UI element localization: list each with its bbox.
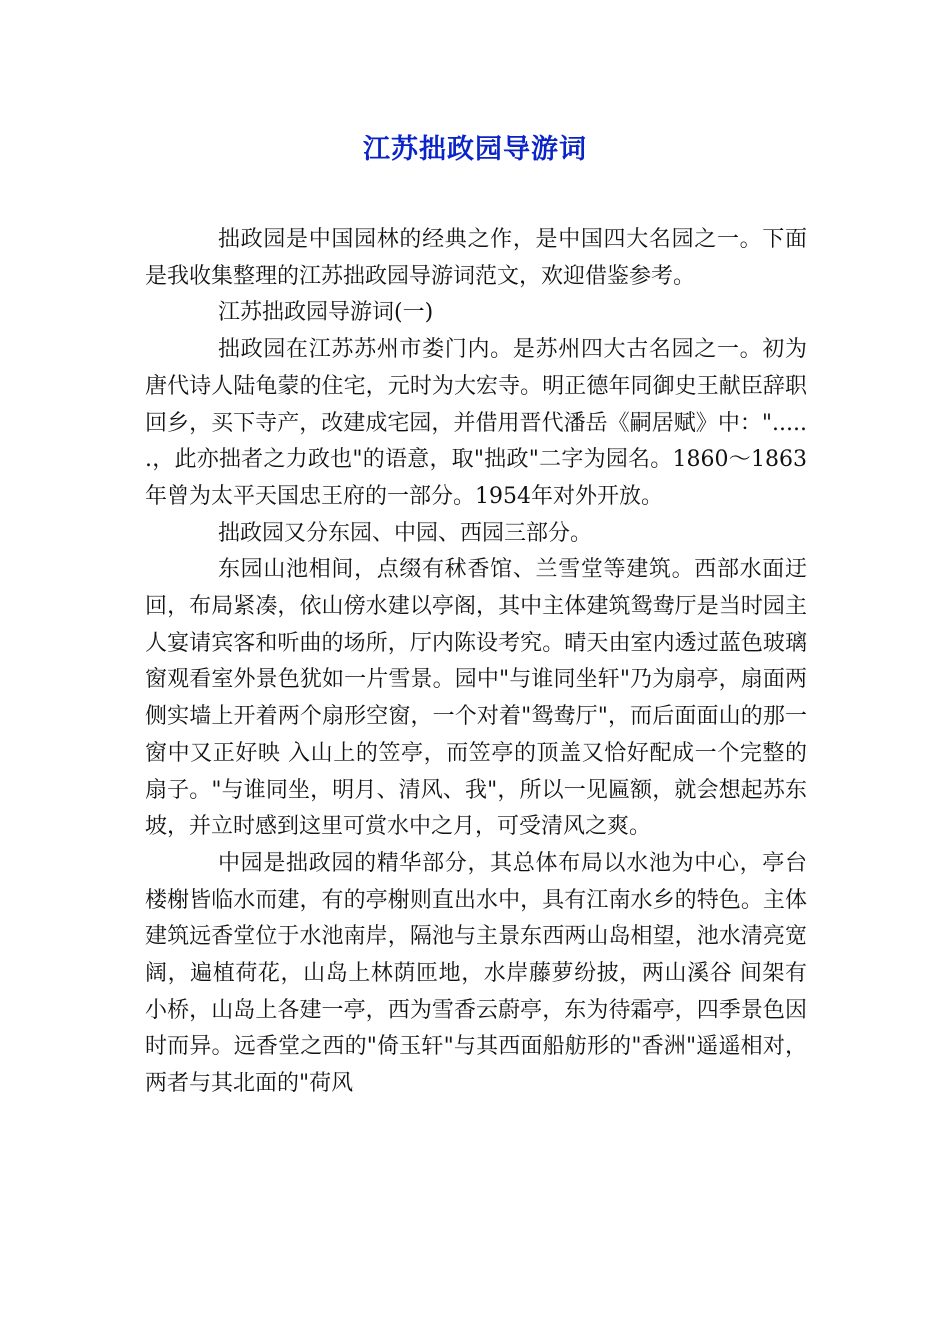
document-body: [145, 222, 807, 1103]
paragraph-history: 拙政园在江苏苏州市娄门内。是苏州四大古名园之一。初为唐代诗人陆龟蒙的住宅，元时为大宏寺。明正德年同御史王献臣辞职回乡，买下寺产，改建成宅园，并借用晋代潘岳《嗣居赋》中："......，此亦拙者之力政也"的语意，取"拙政"二字为园名。1860～1863年曾为太平天国忠王府的一部分。1954年对外开放。: [145, 337, 807, 509]
paragraph-parts: 拙政园又分东园、中园、西园三部分。: [218, 520, 593, 546]
paragraph-east-garden: 东园山池相间，点缀有秫香馆、兰雪堂等建筑。西部水面迂回，布局紧凑，依山傍水建以亭阁，其中主体建筑鸳鸯厅是当时园主人宴请宾客和听曲的场所，厅内陈设考究。晴天由室内透过蓝色玻璃窗观看室外景色犹如一片雪景。园中"与谁同坐轩"乃为扇亭，扇面两侧实墙上开着两个扇形空窗，一个对着"鸳鸯厅"，而后面面山的那一窗中又正好映 入山上的笠亭，而笠亭的顶盖又恰好配成一个完整的扇子。"与谁同坐，明月、清风、我"，所以一见匾额，就会想起苏东坡，并立时感到这里可赏水中之月，可受清风之爽。: [145, 557, 807, 840]
paragraph-section-heading: 江苏拙政园导游词(一): [218, 300, 434, 326]
paragraph-intro: 拙政园是中国园林的经典之作，是中国四大名园之一。下面是我收集整理的江苏拙政园导游词范文，欢迎借鉴参考。: [145, 227, 807, 289]
document-title: 江苏拙政园导游词: [363, 134, 587, 165]
paragraph-middle-garden: 中园是拙政园的精华部分，其总体布局以水池为中心，亭台楼榭皆临水而建，有的亭榭则直出水中，具有江南水乡的特色。主体建筑远香堂位于水池南岸，隔池与主景东西两山岛相望，池水清亮宽阔，遍植荷花，山岛上林荫匝地，水岸藤萝纷披，两山溪谷 间架有小桥，山岛上各建一亭，西为雪香云蔚亭，东为待霜亭，四季景色因时而异。远香堂之西的"倚玉轩"与其西面船舫形的"香洲"遥遥相对，两者与其北面的"荷风: [145, 850, 807, 1097]
